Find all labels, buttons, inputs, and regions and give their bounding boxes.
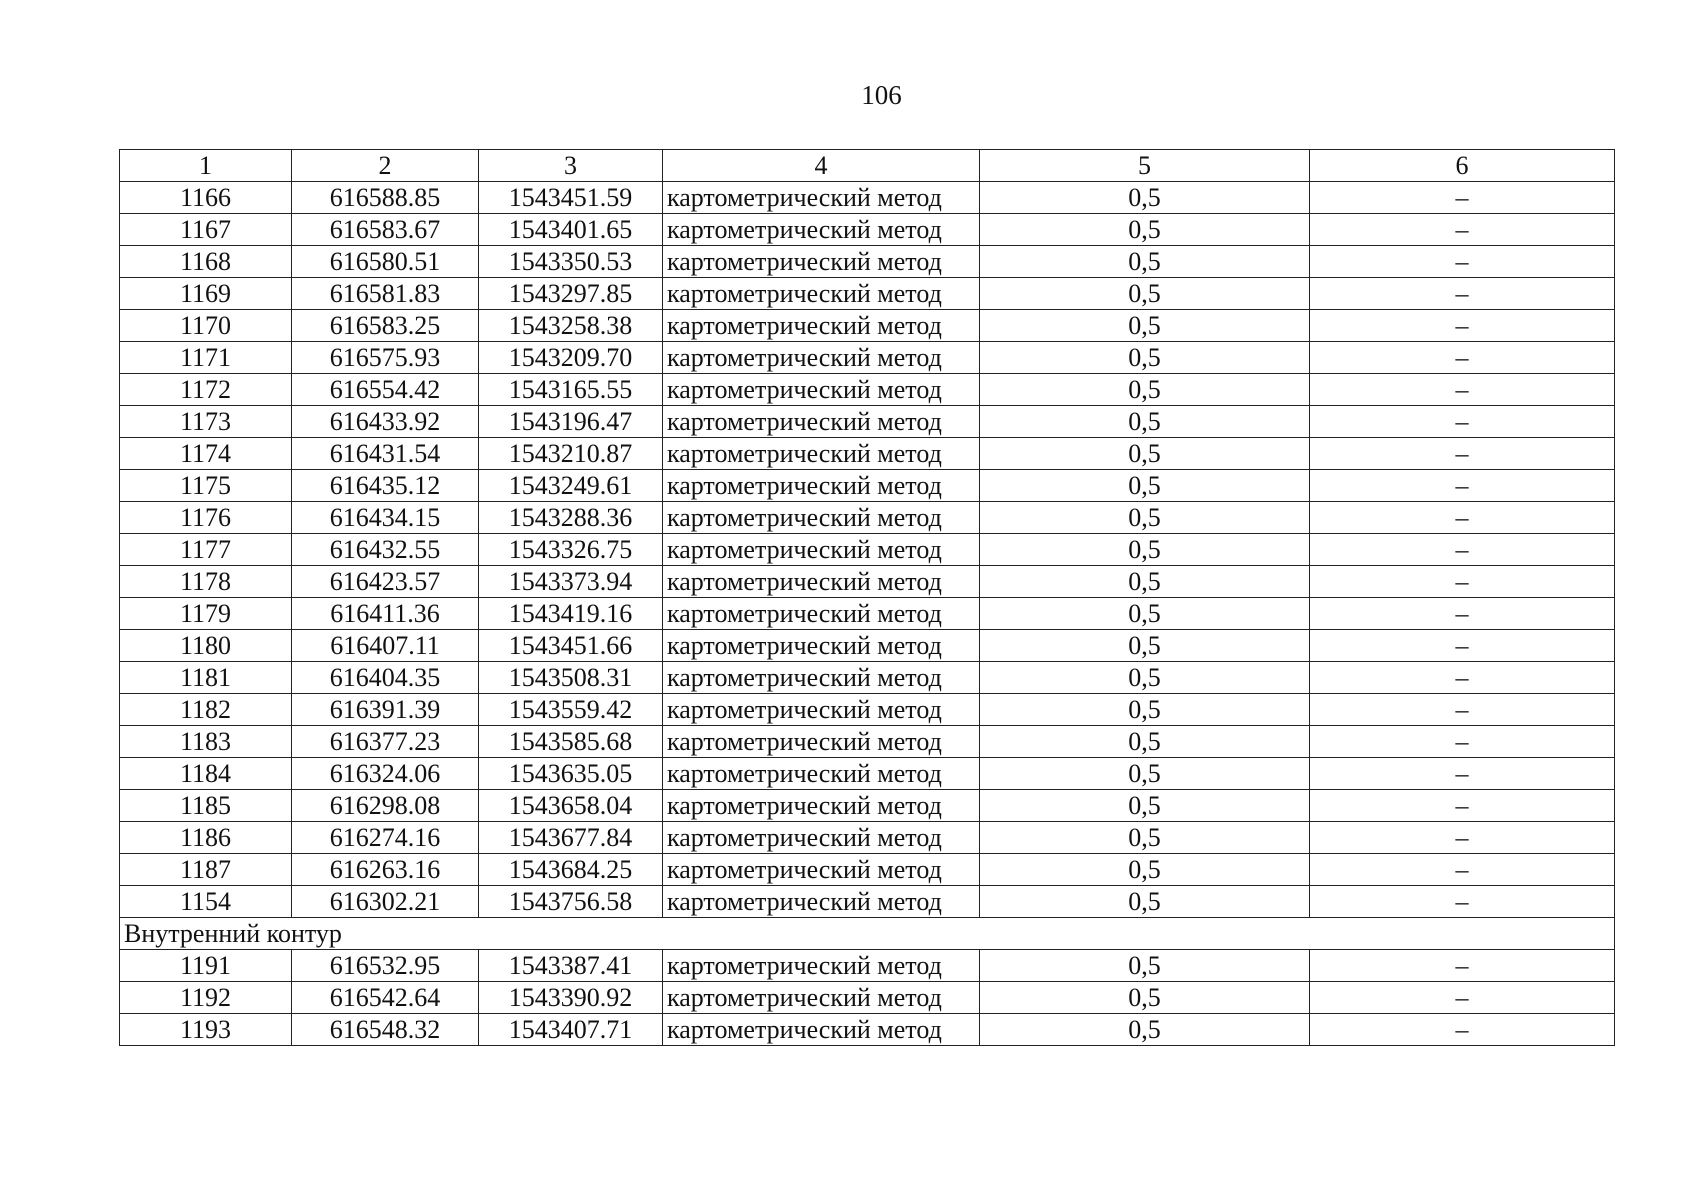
page-number: 106: [861, 80, 902, 110]
y-coordinate-cell: 1543756.58: [479, 886, 663, 918]
note-cell: –: [1310, 310, 1615, 342]
method-cell: картометрический метод: [663, 534, 980, 566]
section-row-group: [120, 918, 1615, 950]
accuracy-cell: 0,5: [980, 982, 1310, 1014]
y-coordinate-cell: 1543508.31: [479, 662, 663, 694]
accuracy-cell: 0,5: [980, 662, 1310, 694]
x-coordinate-cell: 616324.06: [292, 758, 479, 790]
table-row: [120, 662, 1615, 694]
section-title: Внутренний контур: [120, 918, 1615, 950]
y-coordinate-cell: 1543419.16: [479, 598, 663, 630]
point-number-cell: 1175: [120, 470, 292, 502]
header-cell: 5: [980, 150, 1310, 182]
note-cell: –: [1310, 470, 1615, 502]
note-cell: –: [1310, 438, 1615, 470]
note-cell: –: [1310, 950, 1615, 982]
x-coordinate-cell: 616581.83: [292, 278, 479, 310]
point-number-cell: 1192: [120, 982, 292, 1014]
method-cell: картометрический метод: [663, 822, 980, 854]
coordinates-table: [119, 149, 1615, 1046]
accuracy-cell: 0,5: [980, 694, 1310, 726]
table-row: [120, 374, 1615, 406]
header-cell: 1: [120, 150, 292, 182]
y-coordinate-cell: 1543209.70: [479, 342, 663, 374]
header-row: [120, 150, 1615, 182]
accuracy-cell: 0,5: [980, 950, 1310, 982]
header-cell: 6: [1310, 150, 1615, 182]
x-coordinate-cell: 616411.36: [292, 598, 479, 630]
note-cell: –: [1310, 790, 1615, 822]
method-cell: картометрический метод: [663, 438, 980, 470]
x-coordinate-cell: 616575.93: [292, 342, 479, 374]
note-cell: –: [1310, 886, 1615, 918]
table-row: [120, 950, 1615, 982]
table-row: [120, 438, 1615, 470]
y-coordinate-cell: 1543658.04: [479, 790, 663, 822]
section-row: [120, 918, 1615, 950]
point-number-cell: 1183: [120, 726, 292, 758]
note-cell: –: [1310, 630, 1615, 662]
table-row: [120, 598, 1615, 630]
x-coordinate-cell: 616532.95: [292, 950, 479, 982]
x-coordinate-cell: 616298.08: [292, 790, 479, 822]
y-coordinate-cell: 1543401.65: [479, 214, 663, 246]
point-number-cell: 1170: [120, 310, 292, 342]
method-cell: картометрический метод: [663, 726, 980, 758]
table-row: [120, 278, 1615, 310]
y-coordinate-cell: 1543326.75: [479, 534, 663, 566]
accuracy-cell: 0,5: [980, 1014, 1310, 1046]
accuracy-cell: 0,5: [980, 790, 1310, 822]
accuracy-cell: 0,5: [980, 726, 1310, 758]
table-row: [120, 470, 1615, 502]
note-cell: –: [1310, 758, 1615, 790]
y-coordinate-cell: 1543210.87: [479, 438, 663, 470]
accuracy-cell: 0,5: [980, 214, 1310, 246]
x-coordinate-cell: 616580.51: [292, 246, 479, 278]
accuracy-cell: 0,5: [980, 374, 1310, 406]
note-cell: –: [1310, 502, 1615, 534]
table-row: [120, 790, 1615, 822]
table-row: [120, 534, 1615, 566]
method-cell: картометрический метод: [663, 566, 980, 598]
note-cell: –: [1310, 662, 1615, 694]
point-number-cell: 1181: [120, 662, 292, 694]
y-coordinate-cell: 1543258.38: [479, 310, 663, 342]
point-number-cell: 1187: [120, 854, 292, 886]
y-coordinate-cell: 1543373.94: [479, 566, 663, 598]
y-coordinate-cell: 1543451.66: [479, 630, 663, 662]
method-cell: картометрический метод: [663, 790, 980, 822]
x-coordinate-cell: 616274.16: [292, 822, 479, 854]
point-number-cell: 1186: [120, 822, 292, 854]
y-coordinate-cell: 1543407.71: [479, 1014, 663, 1046]
note-cell: –: [1310, 246, 1615, 278]
method-cell: картометрический метод: [663, 246, 980, 278]
table-row: [120, 502, 1615, 534]
table-row: [120, 726, 1615, 758]
note-cell: –: [1310, 182, 1615, 214]
note-cell: –: [1310, 534, 1615, 566]
note-cell: –: [1310, 982, 1615, 1014]
accuracy-cell: 0,5: [980, 822, 1310, 854]
accuracy-cell: 0,5: [980, 278, 1310, 310]
point-number-cell: 1174: [120, 438, 292, 470]
point-number-cell: 1173: [120, 406, 292, 438]
inner-contour-rows: [120, 950, 1615, 1046]
x-coordinate-cell: 616423.57: [292, 566, 479, 598]
table-row: [120, 1014, 1615, 1046]
point-number-cell: 1184: [120, 758, 292, 790]
point-number-cell: 1179: [120, 598, 292, 630]
table-row: [120, 246, 1615, 278]
y-coordinate-cell: 1543196.47: [479, 406, 663, 438]
accuracy-cell: 0,5: [980, 310, 1310, 342]
note-cell: –: [1310, 406, 1615, 438]
method-cell: картометрический метод: [663, 214, 980, 246]
accuracy-cell: 0,5: [980, 182, 1310, 214]
method-cell: картометрический метод: [663, 342, 980, 374]
y-coordinate-cell: 1543387.41: [479, 950, 663, 982]
x-coordinate-cell: 616263.16: [292, 854, 479, 886]
accuracy-cell: 0,5: [980, 886, 1310, 918]
accuracy-cell: 0,5: [980, 438, 1310, 470]
method-cell: картометрический метод: [663, 886, 980, 918]
y-coordinate-cell: 1543559.42: [479, 694, 663, 726]
y-coordinate-cell: 1543297.85: [479, 278, 663, 310]
note-cell: –: [1310, 726, 1615, 758]
x-coordinate-cell: 616407.11: [292, 630, 479, 662]
accuracy-cell: 0,5: [980, 534, 1310, 566]
table-row: [120, 694, 1615, 726]
method-cell: картометрический метод: [663, 950, 980, 982]
method-cell: картометрический метод: [663, 982, 980, 1014]
point-number-cell: 1180: [120, 630, 292, 662]
y-coordinate-cell: 1543165.55: [479, 374, 663, 406]
header-cell: 3: [479, 150, 663, 182]
table-row: [120, 758, 1615, 790]
method-cell: картометрический метод: [663, 406, 980, 438]
x-coordinate-cell: 616542.64: [292, 982, 479, 1014]
method-cell: картометрический метод: [663, 662, 980, 694]
x-coordinate-cell: 616432.55: [292, 534, 479, 566]
note-cell: –: [1310, 598, 1615, 630]
point-number-cell: 1171: [120, 342, 292, 374]
x-coordinate-cell: 616554.42: [292, 374, 479, 406]
point-number-cell: 1193: [120, 1014, 292, 1046]
x-coordinate-cell: 616302.21: [292, 886, 479, 918]
accuracy-cell: 0,5: [980, 758, 1310, 790]
header-cell: 2: [292, 150, 479, 182]
x-coordinate-cell: 616548.32: [292, 1014, 479, 1046]
table-row: [120, 182, 1615, 214]
point-number-cell: 1172: [120, 374, 292, 406]
header-cell: 4: [663, 150, 980, 182]
method-cell: картометрический метод: [663, 374, 980, 406]
note-cell: –: [1310, 854, 1615, 886]
note-cell: –: [1310, 278, 1615, 310]
method-cell: картометрический метод: [663, 854, 980, 886]
table-row: [120, 214, 1615, 246]
y-coordinate-cell: 1543684.25: [479, 854, 663, 886]
point-number-cell: 1154: [120, 886, 292, 918]
point-number-cell: 1191: [120, 950, 292, 982]
accuracy-cell: 0,5: [980, 406, 1310, 438]
note-cell: –: [1310, 822, 1615, 854]
note-cell: –: [1310, 214, 1615, 246]
accuracy-cell: 0,5: [980, 342, 1310, 374]
y-coordinate-cell: 1543350.53: [479, 246, 663, 278]
point-number-cell: 1177: [120, 534, 292, 566]
x-coordinate-cell: 616583.25: [292, 310, 479, 342]
y-coordinate-cell: 1543677.84: [479, 822, 663, 854]
point-number-cell: 1185: [120, 790, 292, 822]
point-number-cell: 1168: [120, 246, 292, 278]
point-number-cell: 1167: [120, 214, 292, 246]
method-cell: картометрический метод: [663, 630, 980, 662]
method-cell: картометрический метод: [663, 278, 980, 310]
accuracy-cell: 0,5: [980, 246, 1310, 278]
table-row: [120, 566, 1615, 598]
method-cell: картометрический метод: [663, 598, 980, 630]
table-row: [120, 342, 1615, 374]
x-coordinate-cell: 616431.54: [292, 438, 479, 470]
point-number-cell: 1169: [120, 278, 292, 310]
accuracy-cell: 0,5: [980, 566, 1310, 598]
x-coordinate-cell: 616404.35: [292, 662, 479, 694]
x-coordinate-cell: 616435.12: [292, 470, 479, 502]
y-coordinate-cell: 1543288.36: [479, 502, 663, 534]
note-cell: –: [1310, 566, 1615, 598]
point-number-cell: 1166: [120, 182, 292, 214]
point-number-cell: 1178: [120, 566, 292, 598]
table-row: [120, 406, 1615, 438]
point-number-cell: 1182: [120, 694, 292, 726]
table-row: [120, 854, 1615, 886]
outer-contour-rows: [120, 182, 1615, 918]
note-cell: –: [1310, 694, 1615, 726]
x-coordinate-cell: 616588.85: [292, 182, 479, 214]
accuracy-cell: 0,5: [980, 630, 1310, 662]
table-row: [120, 982, 1615, 1014]
method-cell: картометрический метод: [663, 310, 980, 342]
y-coordinate-cell: 1543451.59: [479, 182, 663, 214]
x-coordinate-cell: 616391.39: [292, 694, 479, 726]
y-coordinate-cell: 1543390.92: [479, 982, 663, 1014]
accuracy-cell: 0,5: [980, 502, 1310, 534]
method-cell: картометрический метод: [663, 182, 980, 214]
table-row: [120, 886, 1615, 918]
x-coordinate-cell: 616583.67: [292, 214, 479, 246]
accuracy-cell: 0,5: [980, 854, 1310, 886]
x-coordinate-cell: 616433.92: [292, 406, 479, 438]
accuracy-cell: 0,5: [980, 470, 1310, 502]
y-coordinate-cell: 1543249.61: [479, 470, 663, 502]
note-cell: –: [1310, 374, 1615, 406]
y-coordinate-cell: 1543635.05: [479, 758, 663, 790]
y-coordinate-cell: 1543585.68: [479, 726, 663, 758]
method-cell: картометрический метод: [663, 758, 980, 790]
table-header: [120, 150, 1615, 182]
table-row: [120, 822, 1615, 854]
x-coordinate-cell: 616377.23: [292, 726, 479, 758]
note-cell: –: [1310, 342, 1615, 374]
table-row: [120, 310, 1615, 342]
point-number-cell: 1176: [120, 502, 292, 534]
accuracy-cell: 0,5: [980, 598, 1310, 630]
method-cell: картометрический метод: [663, 502, 980, 534]
method-cell: картометрический метод: [663, 1014, 980, 1046]
method-cell: картометрический метод: [663, 470, 980, 502]
table-row: [120, 630, 1615, 662]
method-cell: картометрический метод: [663, 694, 980, 726]
note-cell: –: [1310, 1014, 1615, 1046]
x-coordinate-cell: 616434.15: [292, 502, 479, 534]
